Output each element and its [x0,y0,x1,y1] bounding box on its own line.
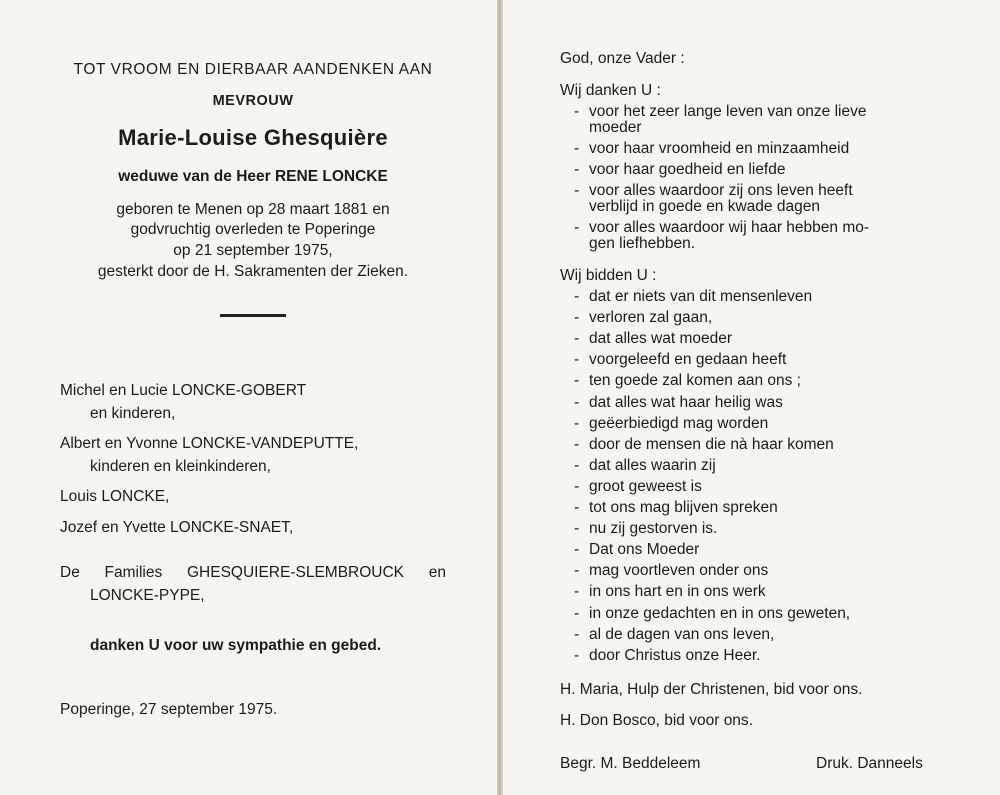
pray-item: dat alles wat haar heilig was [589,394,783,411]
prayer-opening: God, onze Vader : [560,50,685,67]
list-bullet: - [574,161,580,178]
pray-item: al de dagen van ons leven, [589,626,775,643]
pray-item: dat alles wat moeder [589,330,733,347]
family-line: Albert en Yvonne LONCKE-VANDEPUTTE, [60,435,359,452]
dedication-line: TOT VROOM EN DIERBAAR AANDENKEN AAN [73,61,433,78]
pray-item: mag voortleven onder ons [589,562,769,579]
family-line: LONCKE-PYPE, [90,587,205,604]
list-bullet: - [574,330,580,347]
family-line: Michel en Lucie LONCKE-GOBERT [60,382,307,399]
family-line: en kinderen, [90,405,176,422]
pray-item: verloren zal gaan, [589,309,713,326]
thanks-item-line: voor alles waardoor zij ons leven heeft [589,182,853,199]
thanks-heading: Wij danken U : [560,82,661,99]
birth-line-3: op 21 september 1975, [173,242,333,259]
pray-item: in onze gedachten en in ons geweten, [589,605,851,622]
family-line: kinderen en kleinkinderen, [90,458,271,475]
family-line: Jozef en Yvette LONCKE-SNAET, [60,519,294,536]
list-bullet: - [574,605,580,622]
thanks-item-line: gen liefhebben. [589,235,696,252]
thanks-line: danken U voor uw sympathie en gebed. [90,637,382,654]
list-bullet: - [574,583,580,600]
list-bullet: - [574,499,580,516]
list-bullet: - [574,626,580,643]
list-bullet: - [574,394,580,411]
pray-item: voorgeleefd en gedaan heeft [589,351,787,368]
thanks-item-line: voor alles waardoor wij haar hebben mo- [589,219,870,236]
list-bullet: - [574,541,580,558]
list-bullet: - [574,219,580,236]
pray-item: dat alles waarin zij [589,457,716,474]
widow-prefix: weduwe van de Heer [118,168,271,185]
pray-item: door de mensen die nà haar komen [589,436,834,453]
list-bullet: - [574,436,580,453]
thanks-item-line: verblijd in goede en kwade dagen [589,198,820,215]
list-bullet: - [574,478,580,495]
deceased-name: Marie-Louise Ghesquière [118,125,388,150]
list-bullet: - [574,182,580,199]
separator-rule [220,314,286,317]
list-bullet: - [574,520,580,537]
list-bullet: - [574,351,580,368]
pray-item: dat er niets van dit mensenleven [589,288,813,305]
pray-heading: Wij bidden U : [560,267,657,284]
undertaker-credit: Begr. M. Beddeleem [560,755,701,772]
pray-item: groot geweest is [589,478,702,495]
list-bullet: - [574,415,580,432]
pray-item: tot ons mag blijven spreken [589,499,778,516]
printer-credit: Druk. Danneels [816,755,923,772]
invocation-don-bosco: H. Don Bosco, bid voor ons. [560,712,753,729]
pray-item: nu zij gestorven is. [589,520,718,537]
pray-item: Dat ons Moeder [589,541,700,558]
birth-line-1: geboren te Menen op 28 maart 1881 en [116,201,390,218]
list-bullet: - [574,457,580,474]
pray-item: in ons hart en in ons werk [589,583,766,600]
invocation-maria: H. Maria, Hulp der Christenen, bid voor ons. [560,681,863,698]
family-line: Louis LONCKE, [60,488,170,505]
thanks-item-line: voor haar vroomheid en minzaamheid [589,140,850,157]
title-mevrouw: MEVROUW [212,93,294,109]
list-bullet: - [574,140,580,157]
pray-item: door Christus onze Heer. [589,647,761,664]
thanks-item-line: voor haar goedheid en liefde [589,161,786,178]
card-fold [497,0,503,795]
birth-line-2: godvruchtig overleden te Poperinge [130,221,376,238]
list-bullet: - [574,288,580,305]
birth-line-4: gesterkt door de H. Sakramenten der Zieken. [97,263,409,280]
list-bullet: - [574,309,580,326]
list-bullet: - [574,103,580,120]
widow-line [60,168,446,186]
list-bullet: - [574,562,580,579]
pray-item: ten goede zal komen aan ons ; [589,372,801,389]
place-date: Poperinge, 27 september 1975. [60,701,278,718]
husband-name: RENE LONCKE [274,168,388,185]
list-bullet: - [574,372,580,389]
family-line: De Families GHESQUIERE-SLEMBROUCK en [60,564,446,581]
thanks-item-line: moeder [589,119,642,136]
pray-item: geëerbiedigd mag worden [589,415,769,432]
thanks-item-line: voor het zeer lange leven van onze lieve [589,103,867,120]
list-bullet: - [574,647,580,664]
